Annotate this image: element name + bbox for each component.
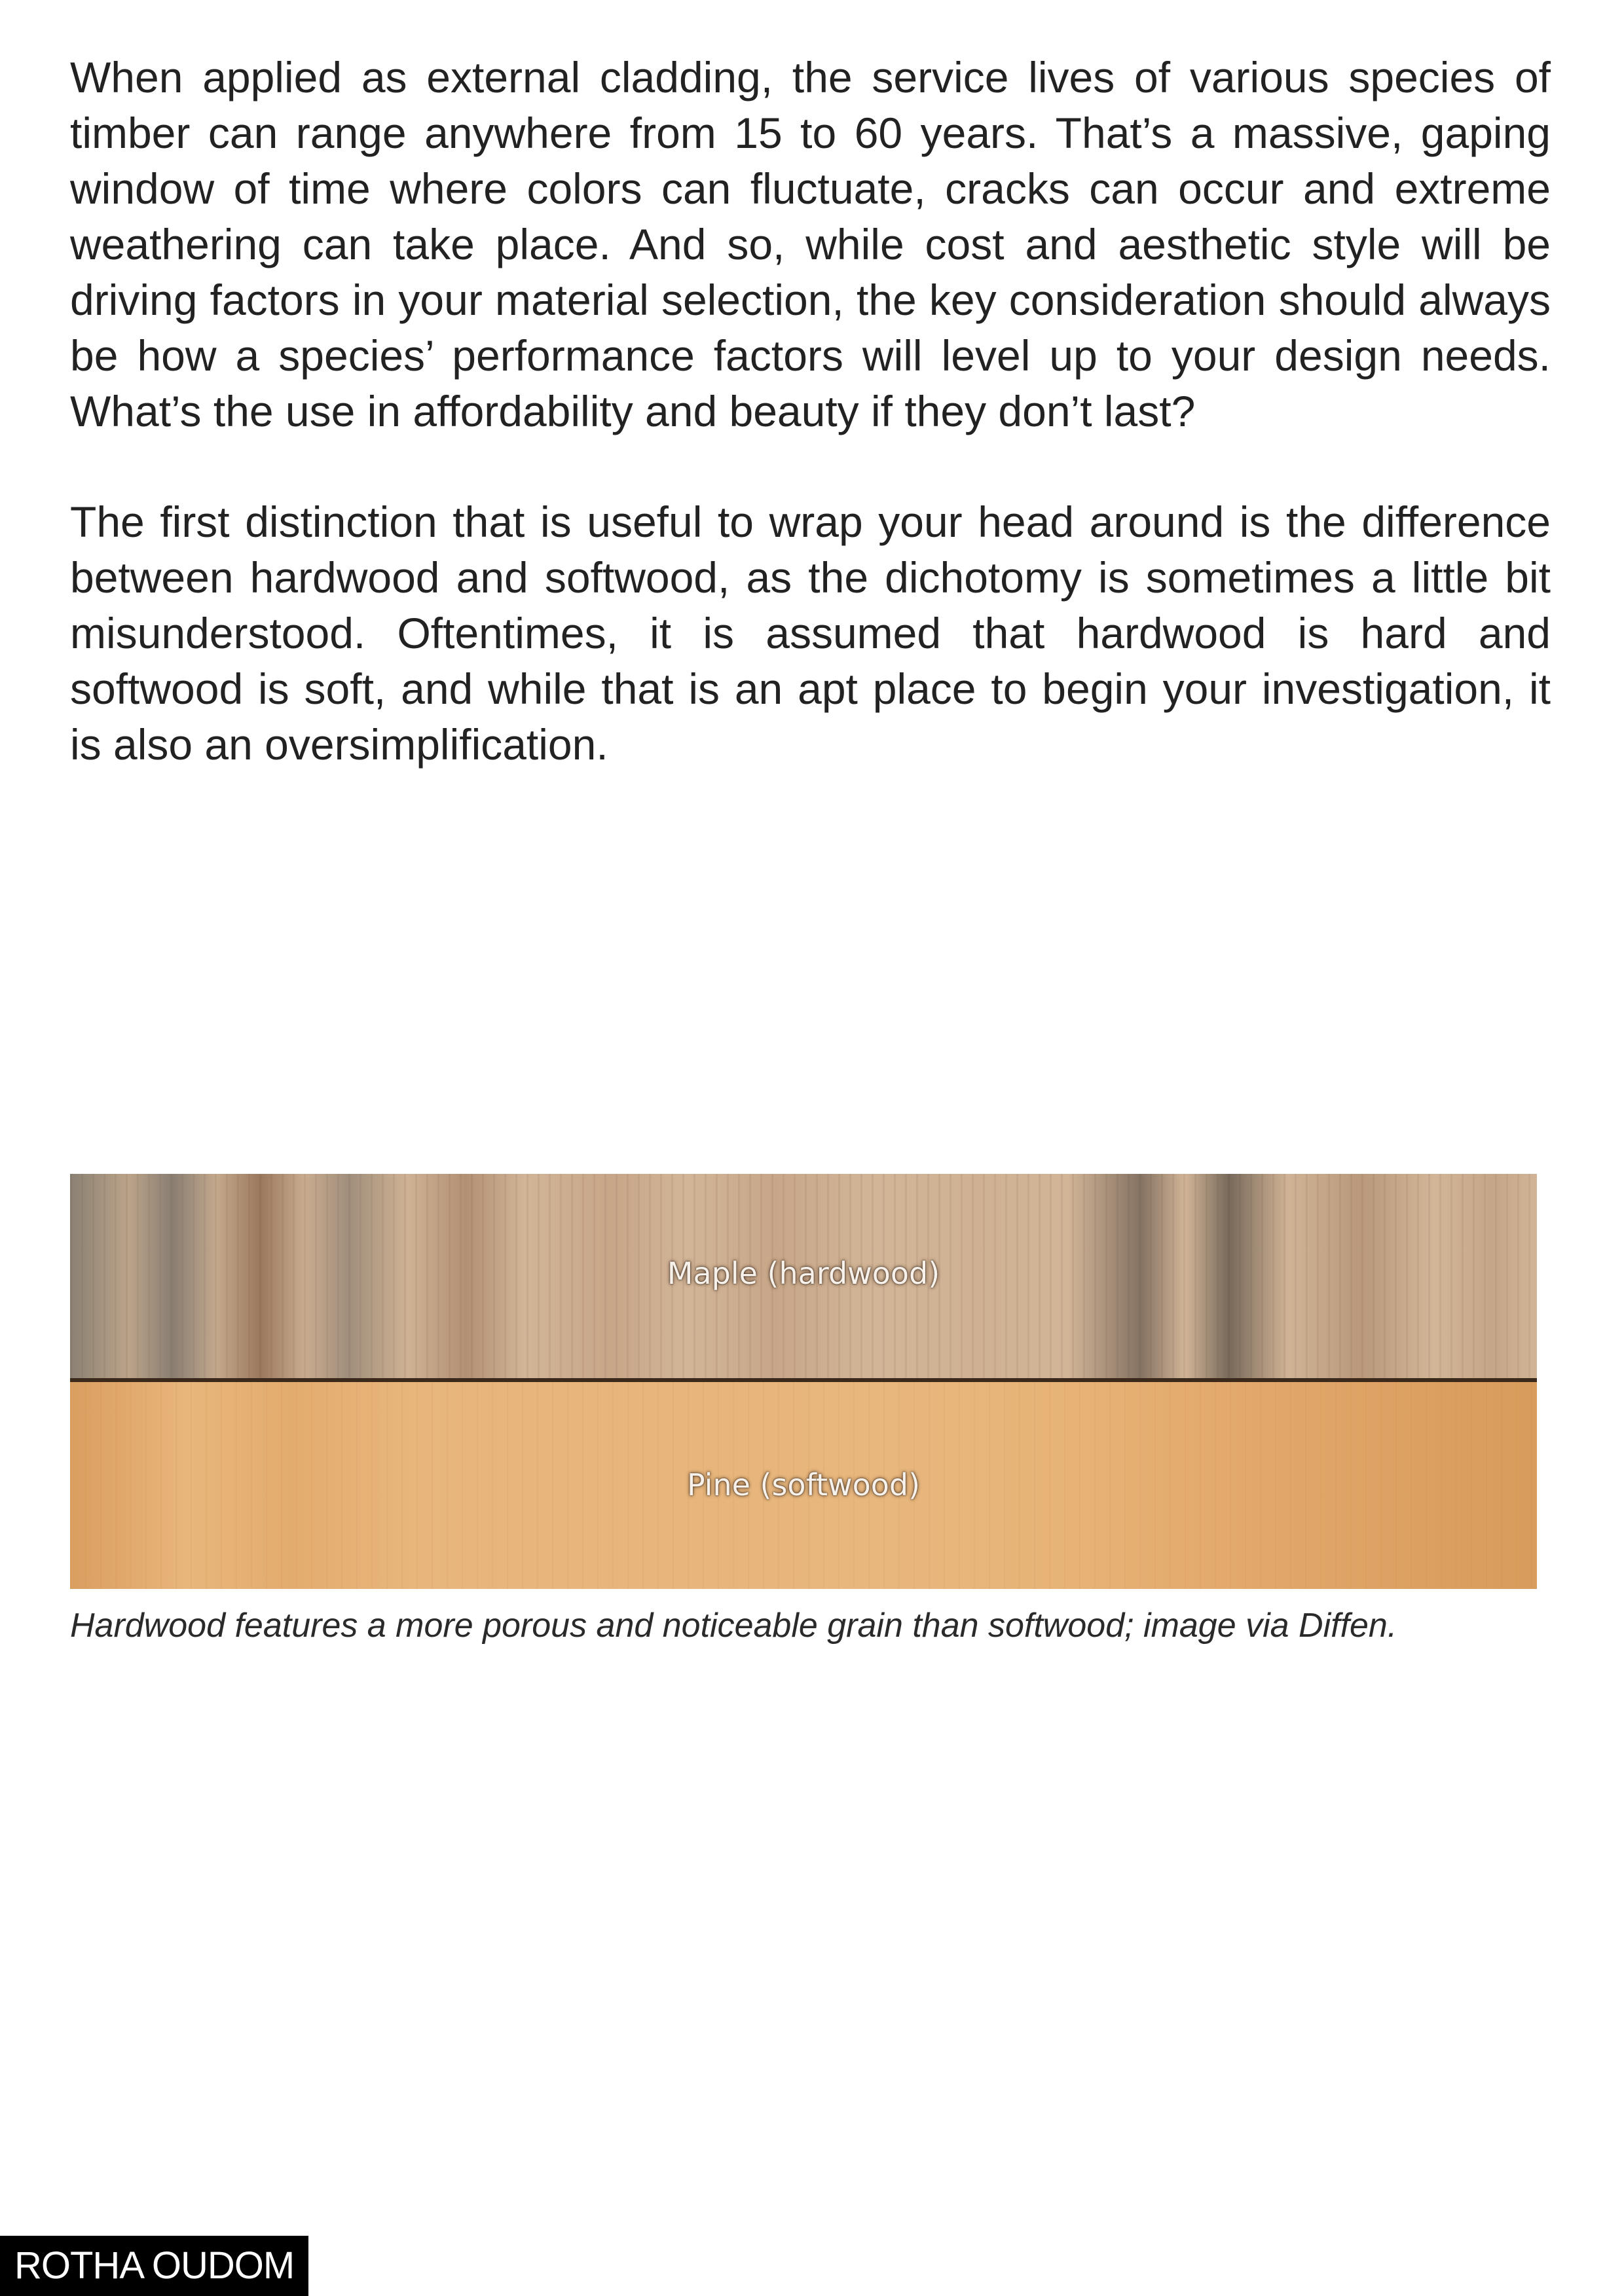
body-paragraph-1: When applied as external cladding, the service lives of various species of timber can range anywhere from 15 to 60 years. That’s a massive, gaping window of time where colors can fluctuate, cracks can occur and extreme weathering can take place. And so, while cost and aesthetic style will be driving factors in your material selection, the key consideration should always be how a species’ performance factors will level up to your design needs. What’s the use in affordability and beauty if they don’t last? bbox=[70, 53, 1551, 435]
wood-comparison-image bbox=[70, 1174, 1537, 1589]
author-tag: ROTHA OUDOM bbox=[0, 2236, 308, 2296]
maple-label: Maple (hardwood) bbox=[667, 1256, 940, 1291]
pine-wood-sample bbox=[70, 1382, 1537, 1589]
maple-wood-sample bbox=[70, 1174, 1537, 1378]
pine-label: Pine (softwood) bbox=[686, 1467, 921, 1503]
body-paragraph-2: The first distinction that is useful to wrap your head around is the difference between hardwood and softwood, as the dichotomy is sometimes a little bit misunderstood. Oftentimes, it is assumed that hardwood is hard and softwood is soft, and while that is an apt place to begin your investigation, it is also an oversimplification. bbox=[70, 498, 1551, 769]
figure-caption: Hardwood features a more porous and noticeable grain than softwood; image via Diffen. bbox=[70, 1607, 1397, 1645]
